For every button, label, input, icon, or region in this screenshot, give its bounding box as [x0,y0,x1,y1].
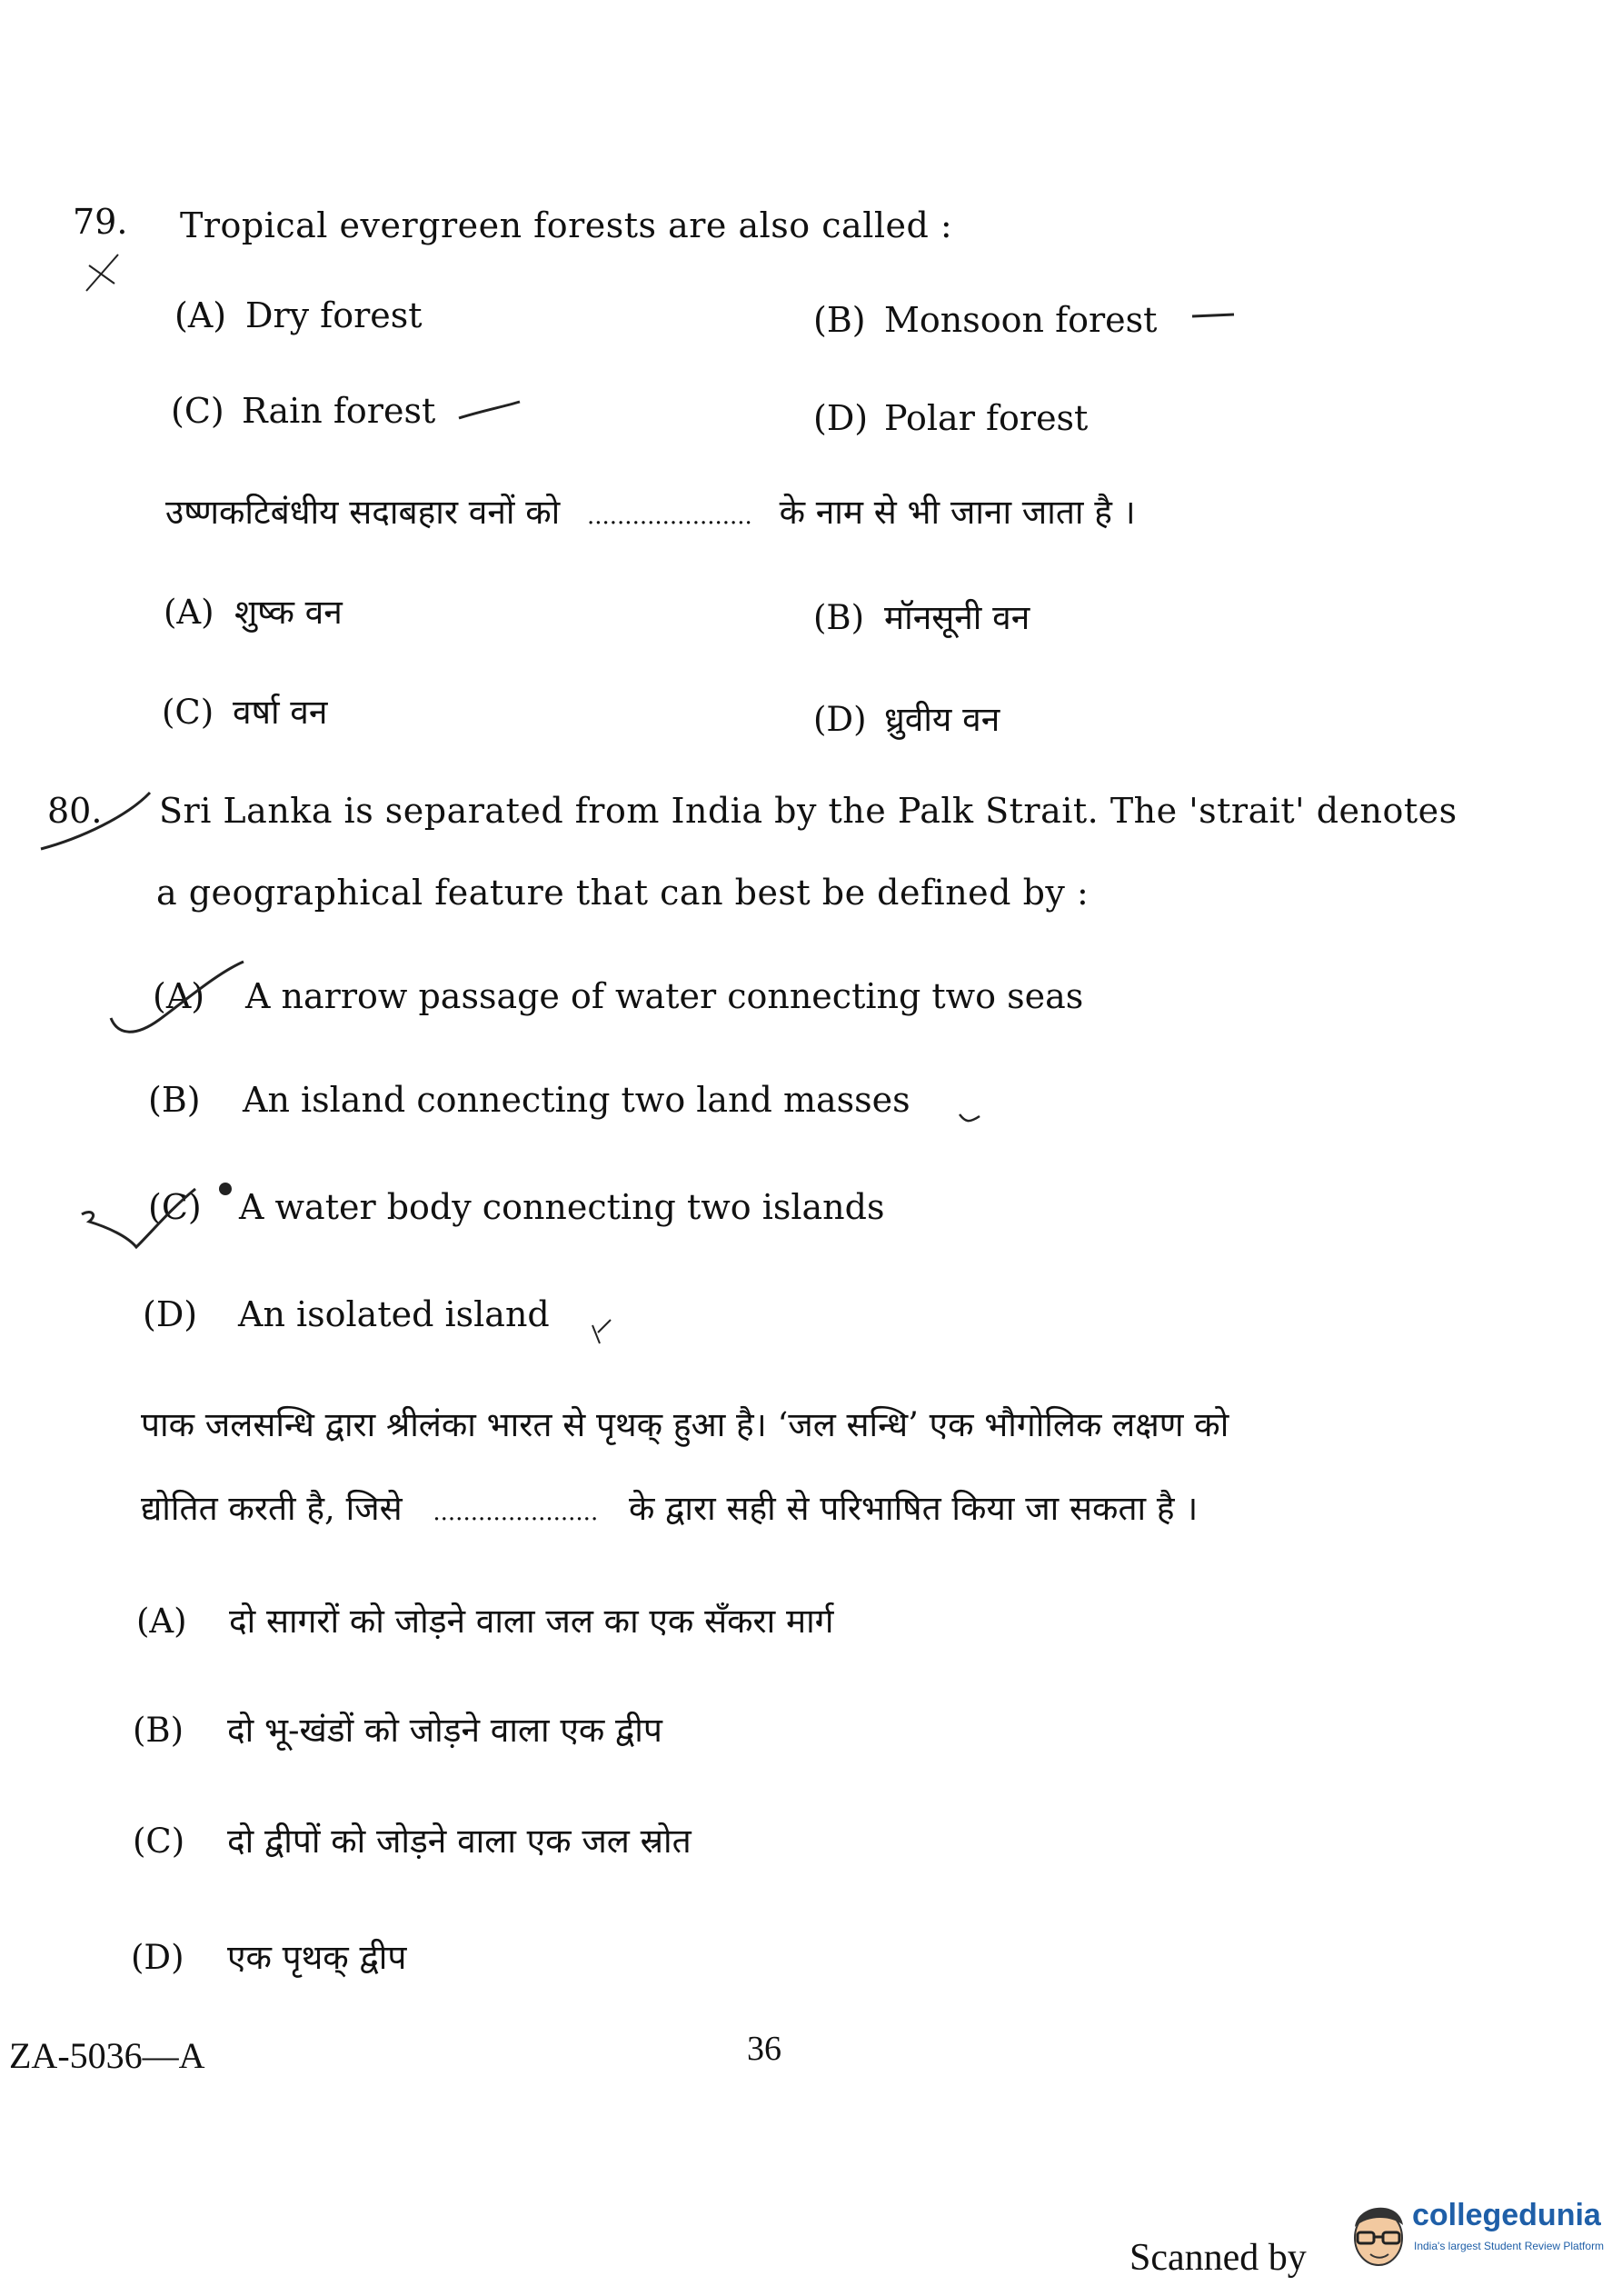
q79-option-b-hindi [813,593,1030,639]
question-80-text-line1: Sri Lanka is separated from India by the Palk Strait. The 'strait' denotes [159,791,1458,831]
q79-option-b [813,300,1157,340]
brand-name: collegedunia [1412,2198,1601,2232]
option-text: शुष्क वन [234,593,343,632]
hindi-text-before-blank: उष्णकटिबंधीय सदाबहार वनों को [165,493,561,532]
option-label: (B) [813,300,866,340]
question-79-number: 79. [73,202,128,242]
blank-dots: ...................... [586,503,752,530]
option-label: (C) [162,693,214,732]
q80-option-a-hindi [136,1596,834,1642]
option-text: दो सागरों को जोड़ने वाला जल का एक सँकरा मार्ग [229,1602,834,1641]
option-label: (C) [171,391,224,431]
q79-option-a-hindi [164,587,343,634]
q79-option-d [813,398,1088,438]
option-label: (A) [164,593,214,632]
option-label: (A) [174,295,227,335]
option-label: (B) [133,1711,184,1750]
q79-option-c [171,391,435,431]
option-text: An island connecting two land masses [243,1080,911,1120]
option-text: एक पृथक् द्वीप [227,1938,407,1977]
q80-option-d [143,1294,550,1334]
option-text: A water body connecting two islands [239,1187,885,1227]
tick-dash-rain [459,402,520,418]
exam-code: ZA-5036—A [9,2035,205,2076]
option-label: (D) [813,700,867,739]
option-text: Dry forest [245,295,423,335]
small-mark-option-d [592,1320,611,1343]
option-text: Polar forest [884,398,1089,438]
option-text: An isolated island [238,1294,550,1334]
option-text: Monsoon forest [884,300,1158,340]
q79-option-d-hindi [813,694,1000,741]
q80-option-c [148,1187,884,1227]
q79-option-a [174,295,423,335]
option-label: (D) [813,398,869,438]
hindi-text-before-blank: द्योतित करती है, जिसे [141,1489,403,1528]
option-label: (C) [148,1187,202,1227]
blank-dots: ...................... [433,1499,599,1526]
question-79-text: Tropical evergreen forests are also called : [180,205,953,245]
page-number: 36 [747,2030,781,2068]
q80-option-a [153,976,1083,1016]
option-text: वर्षा वन [233,693,328,732]
hindi-text-after-blank: के द्वारा सही से परिभाषित किया जा सकता है । [628,1489,1199,1528]
collegedunia-logo [1347,2189,1610,2280]
question-80-text-line2: a geographical feature that can best be defined by : [156,873,1090,913]
option-text: A narrow passage of water connecting two seas [245,976,1084,1016]
mascot-icon [1347,2191,1410,2272]
option-text: मॉनसूनी वन [884,598,1030,637]
option-label: (B) [148,1080,201,1120]
option-text: दो द्वीपों को जोड़ने वाला एक जल स्रोत [227,1822,692,1861]
option-label: (C) [133,1822,185,1861]
q80-option-d-hindi [131,1932,406,1979]
q80-option-b-hindi [133,1705,662,1752]
tick-dash-monsoon [1192,314,1234,316]
question-79-text-hindi [165,487,1136,534]
option-label: (A) [153,976,205,1016]
option-text: Rain forest [242,391,436,431]
option-label: (D) [143,1294,198,1334]
option-text: ध्रुवीय वन [884,700,1000,739]
question-80-number: 80. [47,791,103,831]
scanned-by-label: Scanned by [1129,2237,1307,2279]
question-80-text-hindi-line2 [141,1483,1198,1530]
small-tick-option-b [960,1114,980,1121]
cross-mark-q79 [86,255,118,291]
q79-option-c-hindi [162,687,327,734]
q80-option-c-hindi [133,1816,692,1862]
q80-option-b [148,1080,911,1120]
option-text: दो भू-खंडों को जोड़ने वाला एक द्वीप [227,1711,662,1750]
option-label: (B) [813,598,865,637]
brand-tagline: India's largest Student Review Platform [1414,2240,1605,2252]
option-label: (A) [136,1602,187,1641]
question-80-text-hindi-line1: पाक जलसन्धि द्वारा श्रीलंका भारत से पृथक् हुआ है। ‘जल सन्धि’ एक भौगोलिक लक्षण को [141,1405,1229,1444]
hindi-text-after-blank: के नाम से भी जाना जाता है । [779,493,1136,532]
option-label: (D) [131,1938,184,1977]
